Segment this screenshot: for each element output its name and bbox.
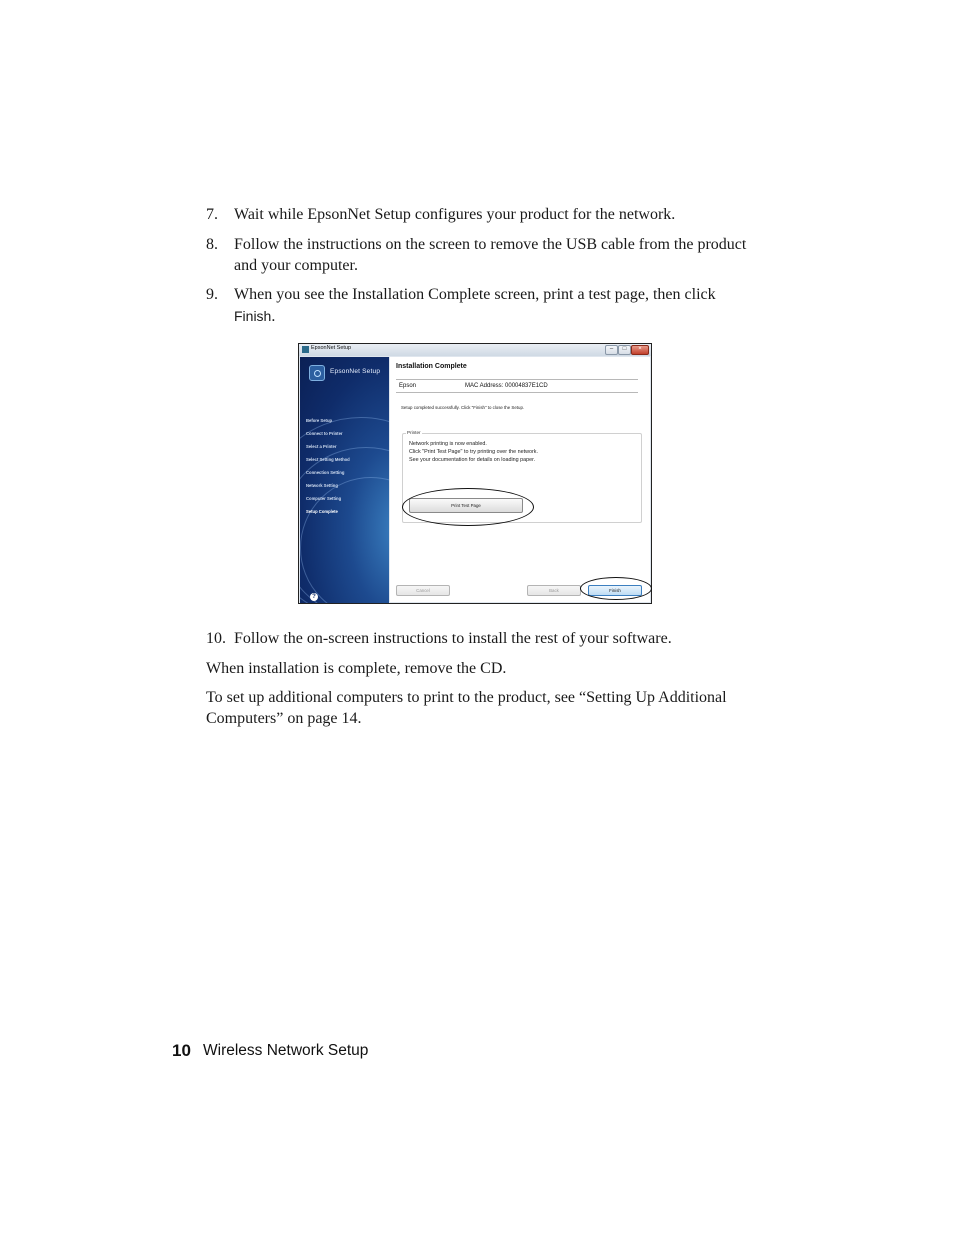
completion-message: Setup completed successfully. Click "Finish" to close the Setup. [401, 405, 525, 410]
help-icon[interactable]: ? [310, 593, 318, 601]
body-paragraph: When installation is complete, remove the CD. [206, 660, 507, 677]
finish-button[interactable]: Finish [588, 585, 642, 596]
minimize-icon[interactable]: – [605, 345, 618, 355]
product-name: Epson [399, 383, 417, 389]
step-number: 9. [206, 286, 218, 303]
back-button[interactable]: Back [527, 585, 581, 596]
sidebar-item-computer-setting: Computer Setting [306, 496, 342, 501]
setup-content-pane [390, 357, 650, 602]
group-line: Network printing is now enabled. [409, 441, 487, 447]
sidebar-item-connection-setting: Connection Setting [306, 470, 345, 475]
step-text: Follow the on-screen instructions to install the rest of your software. [234, 630, 672, 647]
sidebar-item-select-setting-method: Select Setting Method [306, 457, 350, 462]
print-test-page-button[interactable]: Print Test Page [409, 498, 523, 513]
epsonnet-logo-icon [309, 365, 325, 381]
epsonnet-setup-window [298, 343, 652, 604]
divider [396, 392, 638, 393]
maximize-icon[interactable]: □ [618, 345, 631, 355]
callout-ring-finish [580, 577, 652, 600]
step-text: When you see the Installation Complete screen, print a test page, then click [234, 286, 716, 303]
setup-sidebar [300, 357, 389, 603]
step-10 [206, 629, 751, 650]
body-paragraph: To set up additional computers to print to the product, see “Setting Up Additional Computers” on page 14. [206, 689, 727, 727]
window-title: EpsonNet Setup [311, 345, 352, 351]
step-text-block [234, 285, 751, 327]
group-line: Click "Print Test Page" to try printing over the network. [409, 449, 538, 455]
step-text: Wait while EpsonNet Setup configures your product for the network. [234, 206, 676, 223]
step-9 [206, 285, 751, 327]
finish-term: Finish [234, 307, 272, 324]
step-number: 7. [206, 206, 218, 223]
group-line: See your documentation for details on loading paper. [409, 457, 536, 463]
brand-title: EpsonNet Setup [330, 368, 381, 375]
sidebar-item-setup-complete: Setup Complete [306, 509, 338, 514]
divider [396, 379, 638, 380]
callout-ring-print-test [402, 488, 534, 526]
step-end-punct: . [271, 307, 276, 325]
step-text: Follow the instructions on the screen to remove the USB cable from the product and your computer. [234, 236, 747, 274]
cancel-button[interactable]: Cancel [396, 585, 450, 596]
step-8 [206, 235, 751, 276]
sidebar-item-before-setup: Before Setup [306, 418, 333, 423]
app-icon [302, 346, 309, 353]
sidebar-item-connect-to-printer: Connect to Printer [306, 431, 343, 436]
close-icon[interactable]: × [631, 345, 649, 355]
window-titlebar [299, 344, 651, 356]
footer-section-title: Wireless Network Setup [203, 1042, 369, 1059]
group-label: Printer [407, 430, 421, 435]
page-number: 10 [172, 1041, 191, 1060]
sidebar-item-network-setting: Network Setting [306, 483, 338, 488]
step-number: 8. [206, 236, 218, 253]
step-number: 10. [206, 630, 226, 647]
sidebar-item-select-a-printer: Select a Printer [306, 444, 337, 449]
step-7 [206, 205, 751, 226]
page-title: Installation Complete [396, 363, 467, 370]
mac-address: MAC Address: 00004837E1CD [465, 383, 548, 389]
